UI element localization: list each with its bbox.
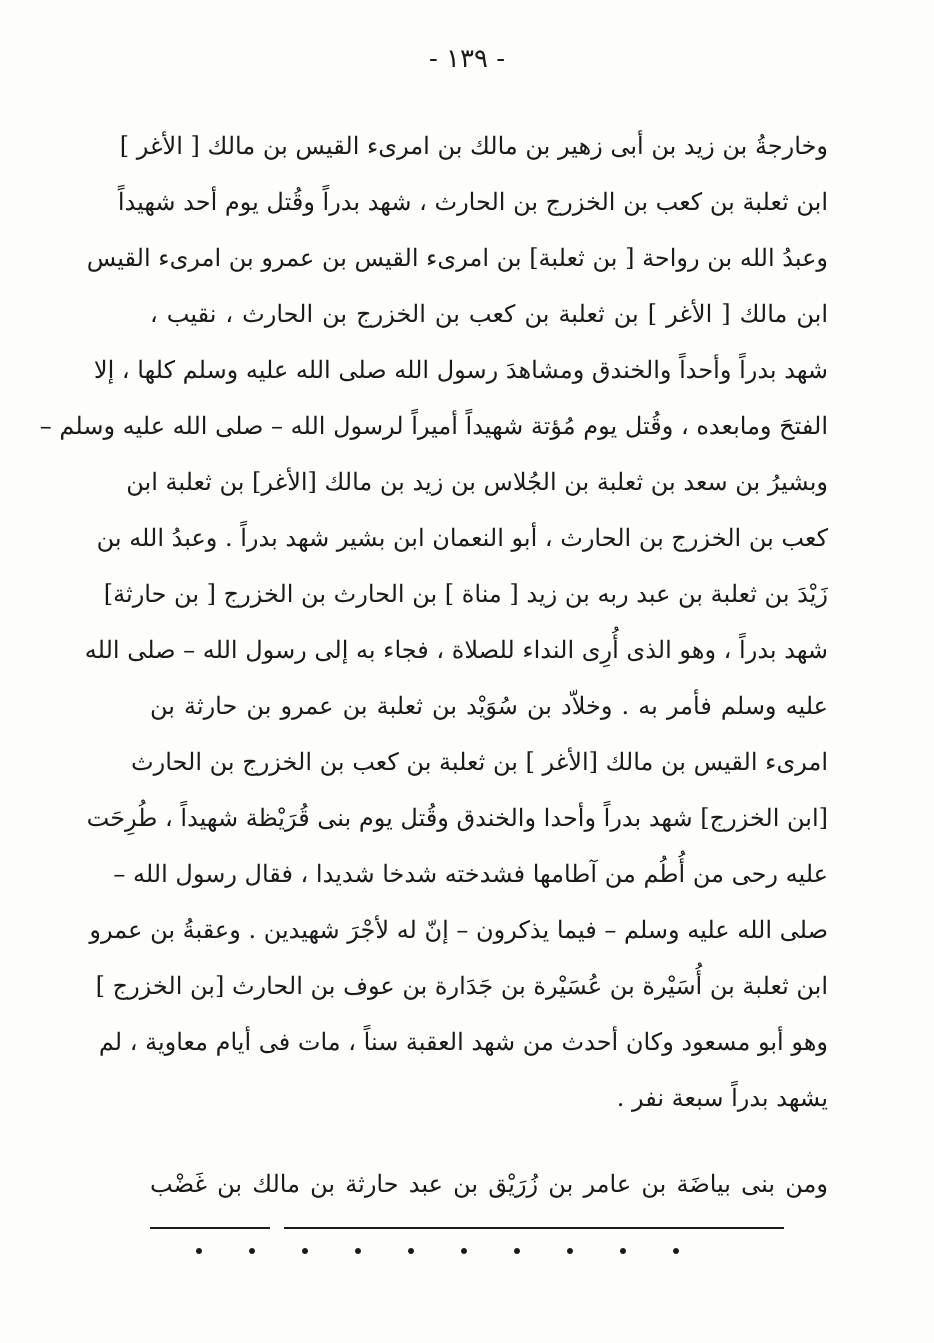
footer-dot [673, 1248, 679, 1254]
footer-dot [620, 1248, 626, 1254]
text-line: الفتحَ ومابعده ، وقُتل يوم مُؤتة شهيداً أميراً لرسول الله – صلى الله عليه وسلم – [39, 412, 828, 440]
text-line: زَيْدَ بن ثعلبة بن عبد ربه بن زيد [ مناة ] بن الحارث بن الخزرج [ بن حارثة] [103, 580, 828, 608]
text-line: وهو أبو مسعود وكان أحدث من شهد العقبة سناً ، مات فى أيام معاوية ، لم [98, 1028, 828, 1056]
text-line: ابن ثعلبة بن أُسَيْرة بن عُسَيْرة بن جَدَارة بن عوف بن الحارث [بن الخزرج ] [95, 972, 828, 1000]
section-start-line: ومن بنى بياضَة بن عامر بن زُرَيْق بن عبد حارثة بن مالك بن غَضْب [150, 1170, 828, 1198]
text-line: عليه رحى من أُطُم من آطامها فشدخته شدخا شديدا ، فقال رسول الله – [113, 860, 828, 888]
text-line: امرىء القيس بن مالك [الأغر ] بن ثعلبة بن كعب بن الخزرج بن الحارث [131, 748, 828, 776]
text-line: وبشيرُ بن سعد بن ثعلبة بن الجُلاس بن زيد بن مالك [الأغر] بن ثعلبة ابن [126, 468, 828, 496]
body-text [39, 118, 828, 1212]
footer-dot [408, 1248, 414, 1254]
footer-rule-right [284, 1227, 784, 1229]
text-line: يشهد بدراً سبعة نفر . [616, 1084, 828, 1112]
paragraph-gap [150, 1126, 828, 1156]
text-line: ابن ثعلبة بن كعب بن الخزرج بن الحارث ، شهد بدراً وقُتل يوم أحد شهيداً [117, 188, 828, 216]
text-line: عليه وسلم فأمر به . وخلاّد بن سُوَيْد بن ثعلبة بن عمرو بن حارثة بن [150, 692, 828, 720]
page-number: - ١٣٩ - [428, 44, 506, 74]
footer-dots [196, 1242, 696, 1262]
text-line: كعب بن الخزرج بن الحارث ، أبو النعمان ابن بشير شهد بدراً . وعبدُ الله بن [96, 524, 828, 552]
footer-dot [249, 1248, 255, 1254]
footer-dot [196, 1248, 202, 1254]
footer-dot [302, 1248, 308, 1254]
text-line: ابن مالك [ الأغر ] بن ثعلبة بن كعب بن الخزرج بن الحارث ، نقيب ، [150, 300, 828, 328]
text-line: وخارجةُ بن زيد بن أبى زهير بن مالك بن امرىء القيس بن مالك [ الأغر ] [119, 132, 828, 160]
footer-dot [461, 1248, 467, 1254]
footer-dot [355, 1248, 361, 1254]
text-line: شهد بدراً ، وهو الذى أُرِى النداء للصلاة ، فجاء به إلى رسول الله – صلى الله [84, 636, 828, 664]
text-line: صلى الله عليه وسلم – فيما يذكرون – إنّ له لأجْرَ شهيدين . وعقبةُ بن عمرو [89, 916, 828, 944]
footer-rule-left [150, 1227, 270, 1229]
text-line: شهد بدراً وأحداً والخندق ومشاهدَ رسول الله صلى الله عليه وسلم كلها ، إلا [93, 356, 828, 384]
text-line: وعبدُ الله بن رواحة [ بن ثعلبة] بن امرىء القيس بن عمرو بن امرىء القيس [86, 244, 828, 272]
footer-dot [567, 1248, 573, 1254]
footer-dot [514, 1248, 520, 1254]
text-line: [ابن الخزرج] شهد بدراً وأحدا والخندق وقُتل يوم بنى قُرَيْظة شهيداً ، طُرِحَت [86, 804, 828, 832]
